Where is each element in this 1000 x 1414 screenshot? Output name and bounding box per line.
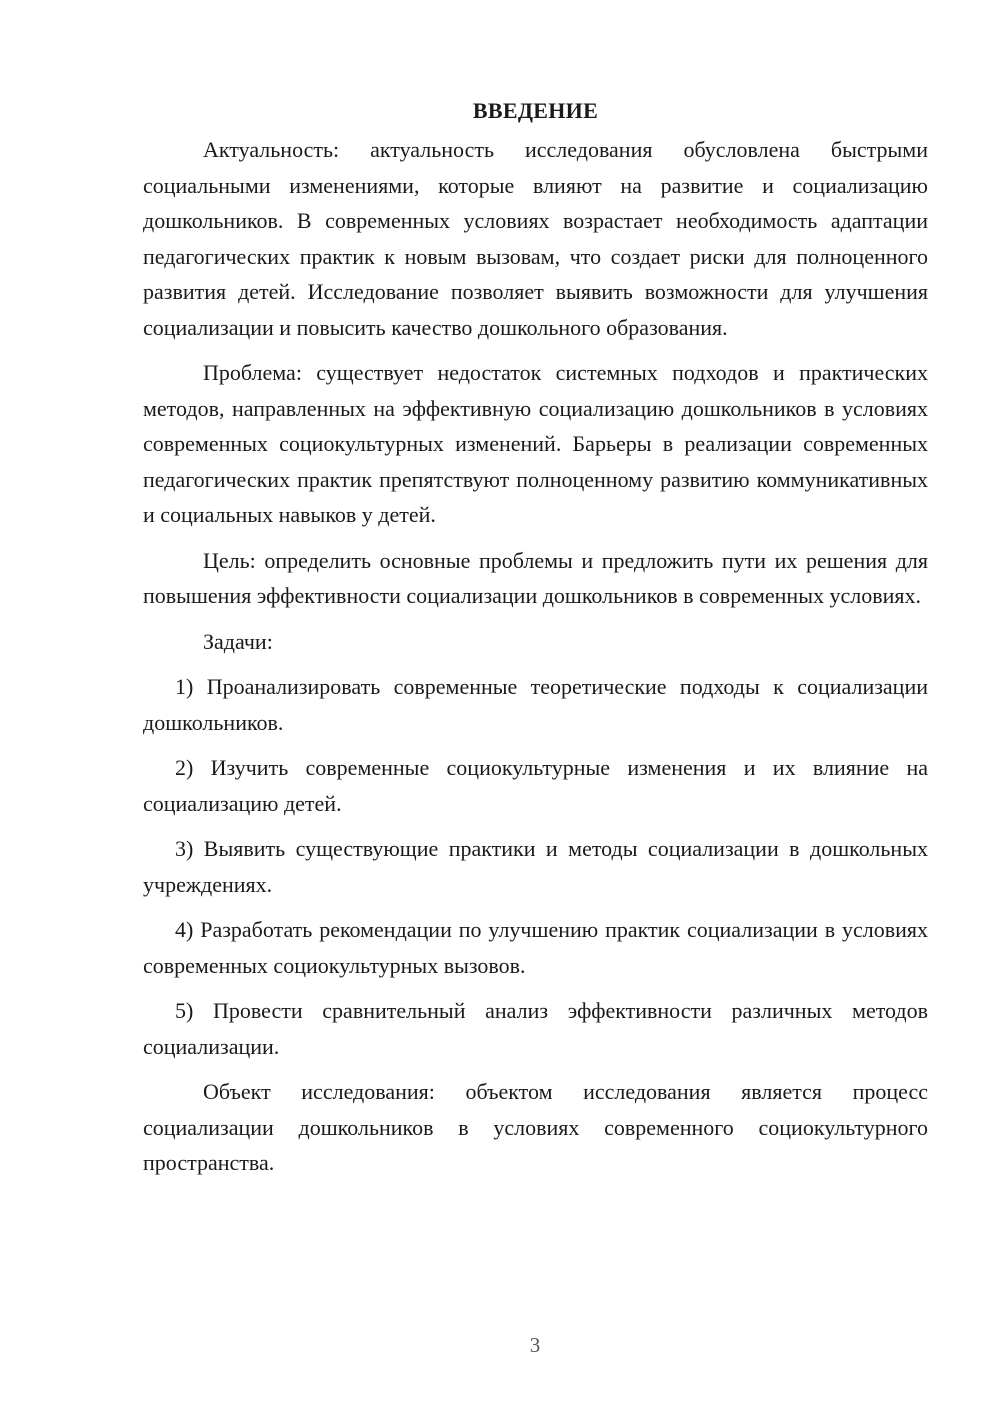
paragraph-relevance: Актуальность: актуальность исследования обусловлена быстрыми социальными изменениями, которые влияют на развитие и социализацию дошкольников. В современных условиях возрастает необходимость адаптации педагогических практик к новым вызовам, что создает риски для полноценного развития детей. Исследование позволяет выявить возможности для улучшения социализации и повысить качество дошкольного образования. xyxy=(143,137,928,340)
tasks-label: Задачи: xyxy=(203,628,273,654)
section-heading: ВВЕДЕНИЕ xyxy=(472,98,599,123)
task-item-3: 3) Выявить существующие практики и методы социализации в дошкольных учреждениях. xyxy=(143,836,928,897)
page-number: 3 xyxy=(529,1333,541,1357)
paragraph-object: Объект исследования: объектом исследования является процесс социализации дошкольников в условиях современного социокультурного пространства. xyxy=(143,1079,928,1175)
task-item-1: 1) Проанализировать современные теоретические подходы к социализации дошкольников. xyxy=(143,674,928,735)
paragraph-problem: Проблема: существует недостаток системных подходов и практических методов, направленных на эффективную социализацию дошкольников в условиях современных социокультурных изменений. Барьеры в реализации современных педагогических практик препятствуют полноценному развитию коммуникативных и социальных навыков у детей. xyxy=(143,360,928,527)
task-item-5: 5) Провести сравнительный анализ эффективности различных методов социализации. xyxy=(143,998,928,1059)
task-item-4: 4) Разработать рекомендации по улучшению практик социализации в условиях современных социокультурных вызовов. xyxy=(143,917,928,978)
paragraph-goal: Цель: определить основные проблемы и предложить пути их решения для повышения эффективности социализации дошкольников в современных условиях. xyxy=(143,547,928,608)
document-page xyxy=(143,96,928,1191)
task-item-2: 2) Изучить современные социокультурные изменения и их влияние на социализацию детей. xyxy=(143,755,928,816)
